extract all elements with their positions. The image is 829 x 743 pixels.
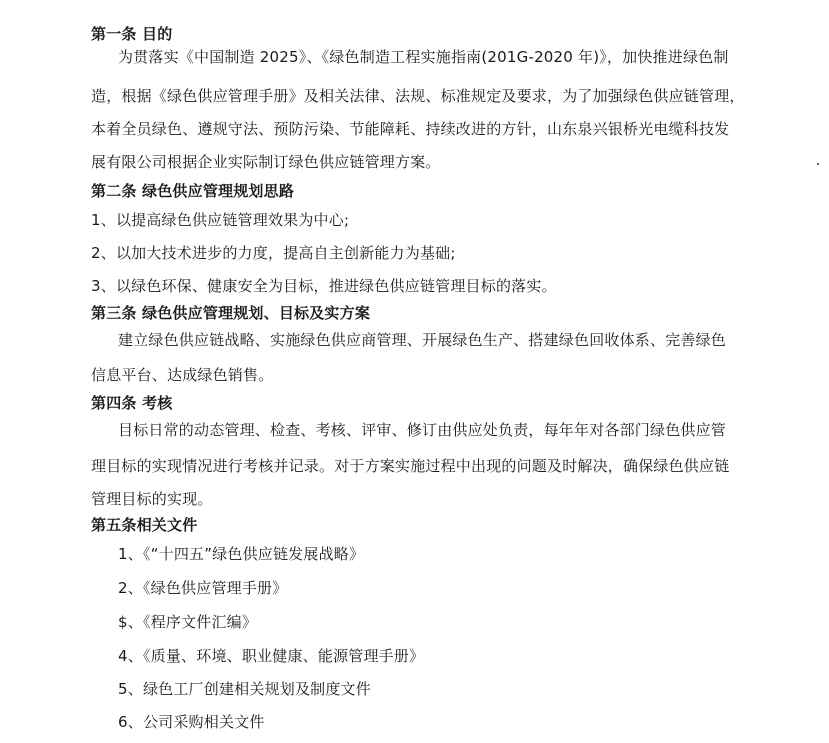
section-5-item-6: 6、公司采购相关文件: [118, 713, 265, 731]
section-1-line-1: 为贯落实《中国制造 2025》、《绿色制造工程实施指南(201G-2020 年)》，加快推进绿色制: [118, 48, 729, 66]
section-5-item-3: $、《程序文件汇编》: [118, 613, 258, 631]
section-2-line-2: 2、以加大技术进步的力度，提高自主创新能力为基础;: [91, 244, 456, 262]
section-3-line-1: 建立绿色供应链战略、实施绿色供应商管理、开展绿色生产、搭建绿色回收体系、完善绿色: [118, 331, 727, 349]
section-4-line-2: 理目标的实现情况进行考核并记录。对于方案实施过程中出现的问题及时解决，确保绿色供应链: [91, 457, 730, 475]
section-2-line-3: 3、以绿色环保、健康安全为目标，推进绿色供应链管理目标的落实。: [91, 277, 557, 295]
section-1-line-3: 本着全员绿色、遵规守法、预防污染、节能障耗、持续改进的方针，山东泉兴银桥光电缆科技发: [91, 120, 730, 138]
section-3-heading: 第三条 绿色供应管理规划、目标及实方案: [91, 304, 371, 322]
section-3-line-2: 信息平台、达成绿色销售。: [91, 366, 274, 384]
section-2-line-1: 1、以提高绿色供应链管理效果为中心;: [91, 211, 350, 229]
section-4-line-1: 目标日常的动态管理、检查、考核、评审、修订由供应处负责，每年年对各部门绿色供应管: [118, 421, 727, 439]
section-5-item-2: 2、《绿色供应管理手册》: [118, 579, 288, 597]
section-5-item-4: 4、《质量、环境、职业健康、能源管理手册》: [118, 647, 425, 665]
section-5-item-5: 5、绿色工厂创建相关规划及制度文件: [118, 680, 371, 698]
section-4-line-3: 管理目标的实现。: [91, 490, 213, 508]
section-1-heading: 第一条 目的: [91, 25, 173, 43]
section-4-heading: 第四条 考核: [91, 394, 173, 412]
section-5-item-1: 1、《“十四五”绿色供应链发展战略》: [118, 545, 365, 563]
scan-speck: [817, 163, 819, 165]
section-2-heading: 第二条 绿色供应管理规划思路: [91, 182, 295, 200]
section-1-line-2: 造，根据《绿色供应管理手册》及相关法律、法规、标准规定及要求，为了加强绿色供应链管理，: [91, 87, 745, 105]
section-5-heading: 第五条相关文件: [91, 516, 198, 534]
section-1-line-4: 展有限公司根据企业实际制订绿色供应链管理方案。: [91, 153, 441, 171]
